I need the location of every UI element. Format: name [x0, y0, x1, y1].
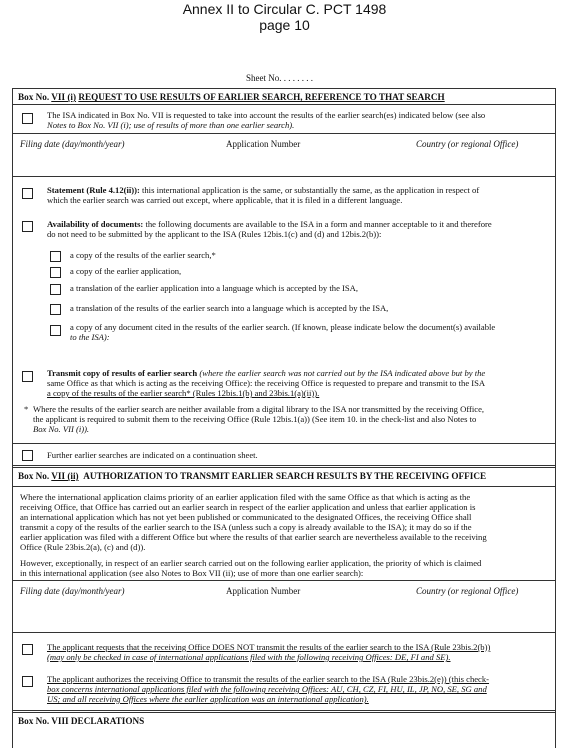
- divider: [12, 465, 556, 468]
- box-8-title: Box No. VIII DECLARATIONS: [18, 716, 145, 726]
- divider: [12, 104, 556, 105]
- divider: [12, 176, 556, 177]
- doc-item-cont: to the ISA):: [70, 332, 110, 342]
- further-searches-checkbox[interactable]: [22, 450, 33, 461]
- para1-line: receiving Office, that Office has carried out an earlier search in respect of the earlier application and unless that earlier application is: [20, 502, 476, 512]
- use-earlier-search-checkbox[interactable]: [22, 113, 33, 124]
- doc-item: a copy of the earlier application,: [70, 266, 182, 276]
- divider: [12, 710, 556, 713]
- application-number-label: Application Number: [226, 586, 301, 596]
- divider: [12, 486, 556, 487]
- doc-item: a translation of the earlier application into a language which is accepted by the ISA,: [70, 283, 359, 293]
- transmit-copy-checkbox[interactable]: [22, 371, 33, 382]
- footnote-line2: the applicant is required to submit them to the receiving Office (Rule 12bis.1(a)) (See item 10. in the check-list and also Notes to: [33, 414, 477, 424]
- divider: [12, 133, 556, 134]
- statement-checkbox[interactable]: [22, 188, 33, 199]
- country-label: Country (or regional Office): [416, 586, 519, 596]
- para1-line: Office (Rule 23bis.2(a), (c) and (d)).: [20, 542, 146, 552]
- para1-line: Where the international application claims priority of an earlier application filed with the same Office as that which is acting as the: [20, 492, 471, 502]
- para1-line: transmit a copy of the results of the earlier search to the ISA (unless such a copy is already available to the ISA); it may do so if the: [20, 522, 472, 532]
- footnote-star: *: [24, 404, 29, 414]
- transmit-line2: same Office as that which is acting as the receiving Office): the receiving Office is requested to prepare and transmit to the ISA: [47, 378, 486, 388]
- opt2-line: box concerns international applications filed with the following receiving Offices: AU, CH, CZ, FI, HU, IL, JP, NO, SE, SG and: [47, 684, 487, 694]
- do-not-transmit-checkbox[interactable]: [22, 644, 33, 655]
- further-searches-text: Further earlier searches are indicated on a continuation sheet.: [47, 450, 258, 460]
- opt2-line: The applicant authorizes the receiving Office to transmit the results of the earlier search to the ISA (Rule 23bis.2(e)) (this check-: [47, 674, 490, 684]
- opt1-line: The applicant requests that the receiving Office DOES NOT transmit the results of the earlier search to the ISA (Rule 23bis.2(b)): [47, 642, 491, 652]
- availability-line1: Availability of documents: the following documents are available to the ISA in a form and manner acceptable to it and therefore: [47, 219, 492, 229]
- para2-line: However, exceptionally, in respect of an earlier search carried out on the following earlier application, the priority of which is claimed: [20, 558, 482, 568]
- para1-line: earlier application was filed with a different Office but where the results of that earlier search are nevertheless available to the receiving: [20, 532, 487, 542]
- doc-item: a translation of the results of the earlier search into a language which is accepted by the ISA,: [70, 303, 389, 313]
- para1-line: an international application which has not yet been published or communicated to the designated Offices, the receiving Office shall: [20, 512, 472, 522]
- doc-checkbox-translation-application[interactable]: [50, 284, 61, 295]
- footnote-line1: Where the results of the earlier search are neither available from a digital library to the ISA nor transmitted by the receiving Office,: [33, 404, 485, 414]
- sheet-number: Sheet No. . . . . . . .: [246, 73, 313, 83]
- intro-text-line2: Notes to Box No. VII (i); use of results of more than one earlier search).: [47, 120, 295, 130]
- box-7i-title: Box No. VII (i) REQUEST TO USE RESULTS OF EARLIER SEARCH, REFERENCE TO THAT SEARCH: [18, 92, 445, 102]
- doc-item: a copy of any document cited in the results of the earlier search. (If known, please indicate below the document(s) available: [70, 322, 496, 332]
- statement-line1: Statement (Rule 4.12(ii)): this international application is the same, or substantially the same, as the application in respect of: [47, 185, 480, 195]
- transmit-line1: Transmit copy of results of earlier search (where the earlier search was not carried out by the ISA indicated above but by the: [47, 368, 486, 378]
- transmit-line3: a copy of the results of the earlier search* (Rules 12bis.1(b) and 23bis.1(a)(ii)).: [47, 388, 320, 398]
- authorize-transmit-checkbox[interactable]: [22, 676, 33, 687]
- intro-text-line1: The ISA indicated in Box No. VII is requested to take into account the results of the earlier search(es) indicated below (see also: [47, 110, 486, 120]
- filing-date-label: Filing date (day/month/year): [20, 139, 125, 149]
- doc-checkbox-translation-results[interactable]: [50, 304, 61, 315]
- para2-line: in this international application (see also Notes to Box VII (ii); use of more than one earlier search):: [20, 568, 364, 578]
- opt1-line: (may only be checked in case of international applications filed with the following receiving Offices: DE, FI and SE).: [47, 652, 451, 662]
- availability-line2: do not need to be submitted by the applicant to the ISA (Rules 12bis.1(c) and (d) and 12bis.2(b)):: [47, 229, 382, 239]
- application-number-label: Application Number: [226, 139, 301, 149]
- country-label: Country (or regional Office): [416, 139, 519, 149]
- box-7ii-title: Box No. VII (ii) AUTHORIZATION TO TRANSMIT EARLIER SEARCH RESULTS BY THE RECEIVING OFFICE: [18, 471, 487, 481]
- page-number: page 10: [259, 17, 310, 33]
- divider: [12, 580, 556, 581]
- statement-line2: which the earlier search was carried out except, where applicable, that it is filed in a different language.: [47, 195, 403, 205]
- divider: [12, 632, 556, 633]
- doc-checkbox-earlier-application[interactable]: [50, 267, 61, 278]
- filing-date-label: Filing date (day/month/year): [20, 586, 125, 596]
- doc-checkbox-cited-documents[interactable]: [50, 325, 61, 336]
- footnote-line3: Box No. VII (i)).: [33, 424, 90, 434]
- availability-checkbox[interactable]: [22, 221, 33, 232]
- doc-checkbox-search-results[interactable]: [50, 251, 61, 262]
- opt2-line: US; and all receiving Offices where the earlier application was an international application).: [47, 694, 369, 704]
- divider: [12, 443, 556, 444]
- annex-title: Annex II to Circular C. PCT 1498: [182, 1, 387, 17]
- doc-item: a copy of the results of the earlier search,*: [70, 250, 216, 260]
- divider: [12, 88, 556, 89]
